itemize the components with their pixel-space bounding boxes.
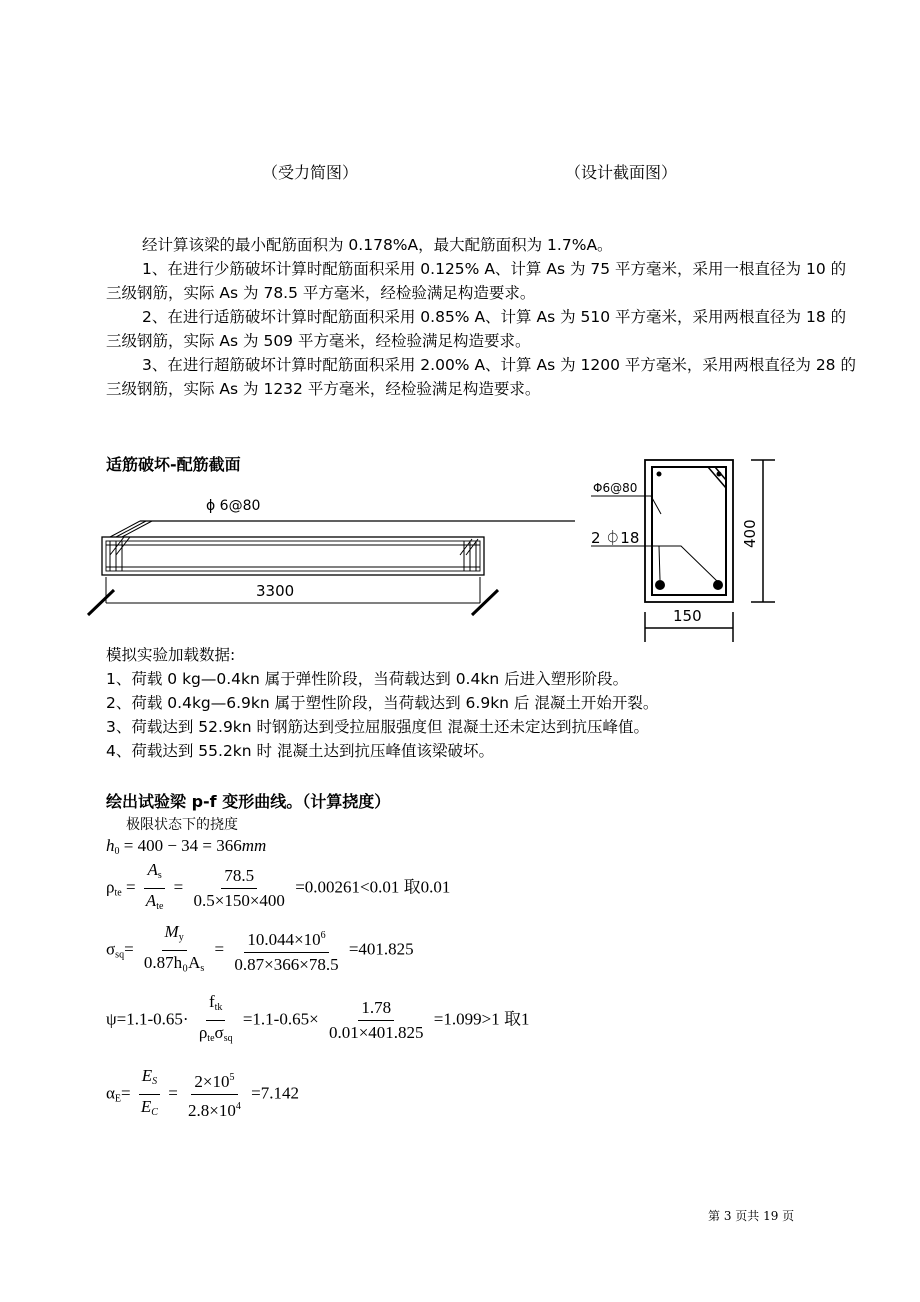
page-footer: 第 3 页共 19 页 [708,1209,795,1223]
beam-inner-outline [106,541,480,571]
rho-te-formula: $\rho_{te}$ = $\frac{A_s}{A_{te}}$ = $\frac{78.5}{0.5\times 150\times 400}$ =0.00261<0.01 取0.01 [106,860,450,917]
deflection-subheading: 极限状态下的挠度 [126,817,238,833]
diagram-heading: 适筋破坏-配筋截面 [106,455,241,474]
stirrup-leader-tick [110,521,140,537]
cross-section-diagram [585,452,785,647]
loading-title: 模拟实验加载数据: [106,646,236,664]
fraction: $\frac{A_s}{A_{te}}$ [145,860,164,912]
section-bar-label: 2 ⏀18 [591,529,640,547]
bar-label-leader [659,546,660,580]
top-corner-bar [657,472,662,477]
psi-formula: ψ=1.1-0.65· $\frac{f_{tk}}{\rho_{te}\sigma_{sq}}$ =1.1-0.65× $\frac{1.78}{0.01\times 401.825}$ =1.099>1 取1 [106,992,529,1049]
width-label: 150 [673,607,702,625]
fraction: $\frac{1.78}{0.01\times 401.825}$ [328,998,424,1042]
reinforcement-item: 2、在进行适筋破坏计算时配筋面积采用 0.85% A、计算 As 为 510 平方毫米，采用两根直径为 18 的三级钢筋，实际 As 为 509 平方毫米，经检验满足构造要求。 [106,308,847,350]
deflection-heading: 绘出试验梁 p-f 变形曲线。（计算挠度） [106,792,391,811]
stirrup-leader-tick [116,521,146,537]
fraction: $\frac{E_S}{E_C}$ [138,1066,161,1123]
bar-label-leader [591,546,718,582]
reinforcement-summary: 经计算该梁的最小配筋面积为 0.178%A，最大配筋面积为 1.7%A。 [142,236,613,254]
fraction: $\frac{78.5}{0.5\times 150\times 400}$ [193,866,285,910]
fraction: $\frac{M_y}{0.87h_0A_s}$ [143,922,205,974]
alpha-e-formula: $\alpha_E=$ $\frac{E_S}{E_C}$ = $\frac{2\times 10^5}{2.8\times 10^4}$ =7.142 [106,1066,299,1123]
bottom-rebar [655,580,665,590]
h0-formula: $h_0 = 400 - 34 = 366mm$ [106,836,267,857]
loading-item: 3、荷载达到 52.9kn 时钢筋达到受拉屈服强度但 混凝土还未定达到抗压峰值。 [106,718,649,736]
stirrup-leader-tick [122,521,152,537]
loading-item: 4、荷载达到 55.2kn 时 混凝土达到抗压峰值该梁破坏。 [106,742,494,760]
left-end-stirrups [110,537,130,571]
section-diagram-caption: （设计截面图） [565,163,678,182]
sigma-sq-formula: $\sigma_{sq}=$ $\frac{M_y}{0.87h_0A_s}$ = $\frac{10.044\times 10^6}{0.87\times 366\times 78.5}$ =401.825 [106,922,414,979]
fraction: $\frac{f_{tk}}{\rho_{te}\sigma_{sq}}$ [198,992,233,1044]
beam-outline [102,537,484,575]
beam-elevation-diagram [80,485,590,620]
height-label: 400 [741,519,759,548]
fraction: $\frac{10.044\times 10^6}{0.87\times 366\times 78.5}$ [231,926,341,975]
span-label: 3300 [256,582,295,600]
right-end-stirrups [460,539,478,571]
stirrup-label-leader [591,496,661,514]
loading-item: 2、荷载 0.4kg—6.9kn 属于塑性阶段，当荷载达到 6.9kn 后 混凝土开始开裂。 [106,694,659,712]
section-stirrup [652,467,726,595]
section-stirrup-label: Φ6@80 [593,481,638,495]
top-corner-bar [717,472,722,477]
reinforcement-block [106,233,858,401]
loading-item: 1、荷载 0 kg—0.4kn 属于弹性阶段，当荷载达到 0.4kn 后进入塑形阶段。 [106,670,629,688]
stirrup-label: ϕ 6@80 [206,498,261,514]
force-diagram-caption: （受力简图） [262,163,359,182]
reinforcement-item: 3、在进行超筋破坏计算时配筋面积采用 2.00% A、计算 As 为 1200 平方毫米，采用两根直径为 28 的三级钢筋，实际 As 为 1232 平方毫米，经检验满足构造要求。 [106,356,856,398]
reinforcement-item: 1、在进行少筋破坏计算时配筋面积采用 0.125% A、计算 As 为 75 平方毫米，采用一根直径为 10 的三级钢筋，实际 As 为 78.5 平方毫米，经检验满足构造要求。 [106,260,847,302]
fraction: $\frac{2\times 10^5}{2.8\times 10^4}$ [185,1068,244,1121]
